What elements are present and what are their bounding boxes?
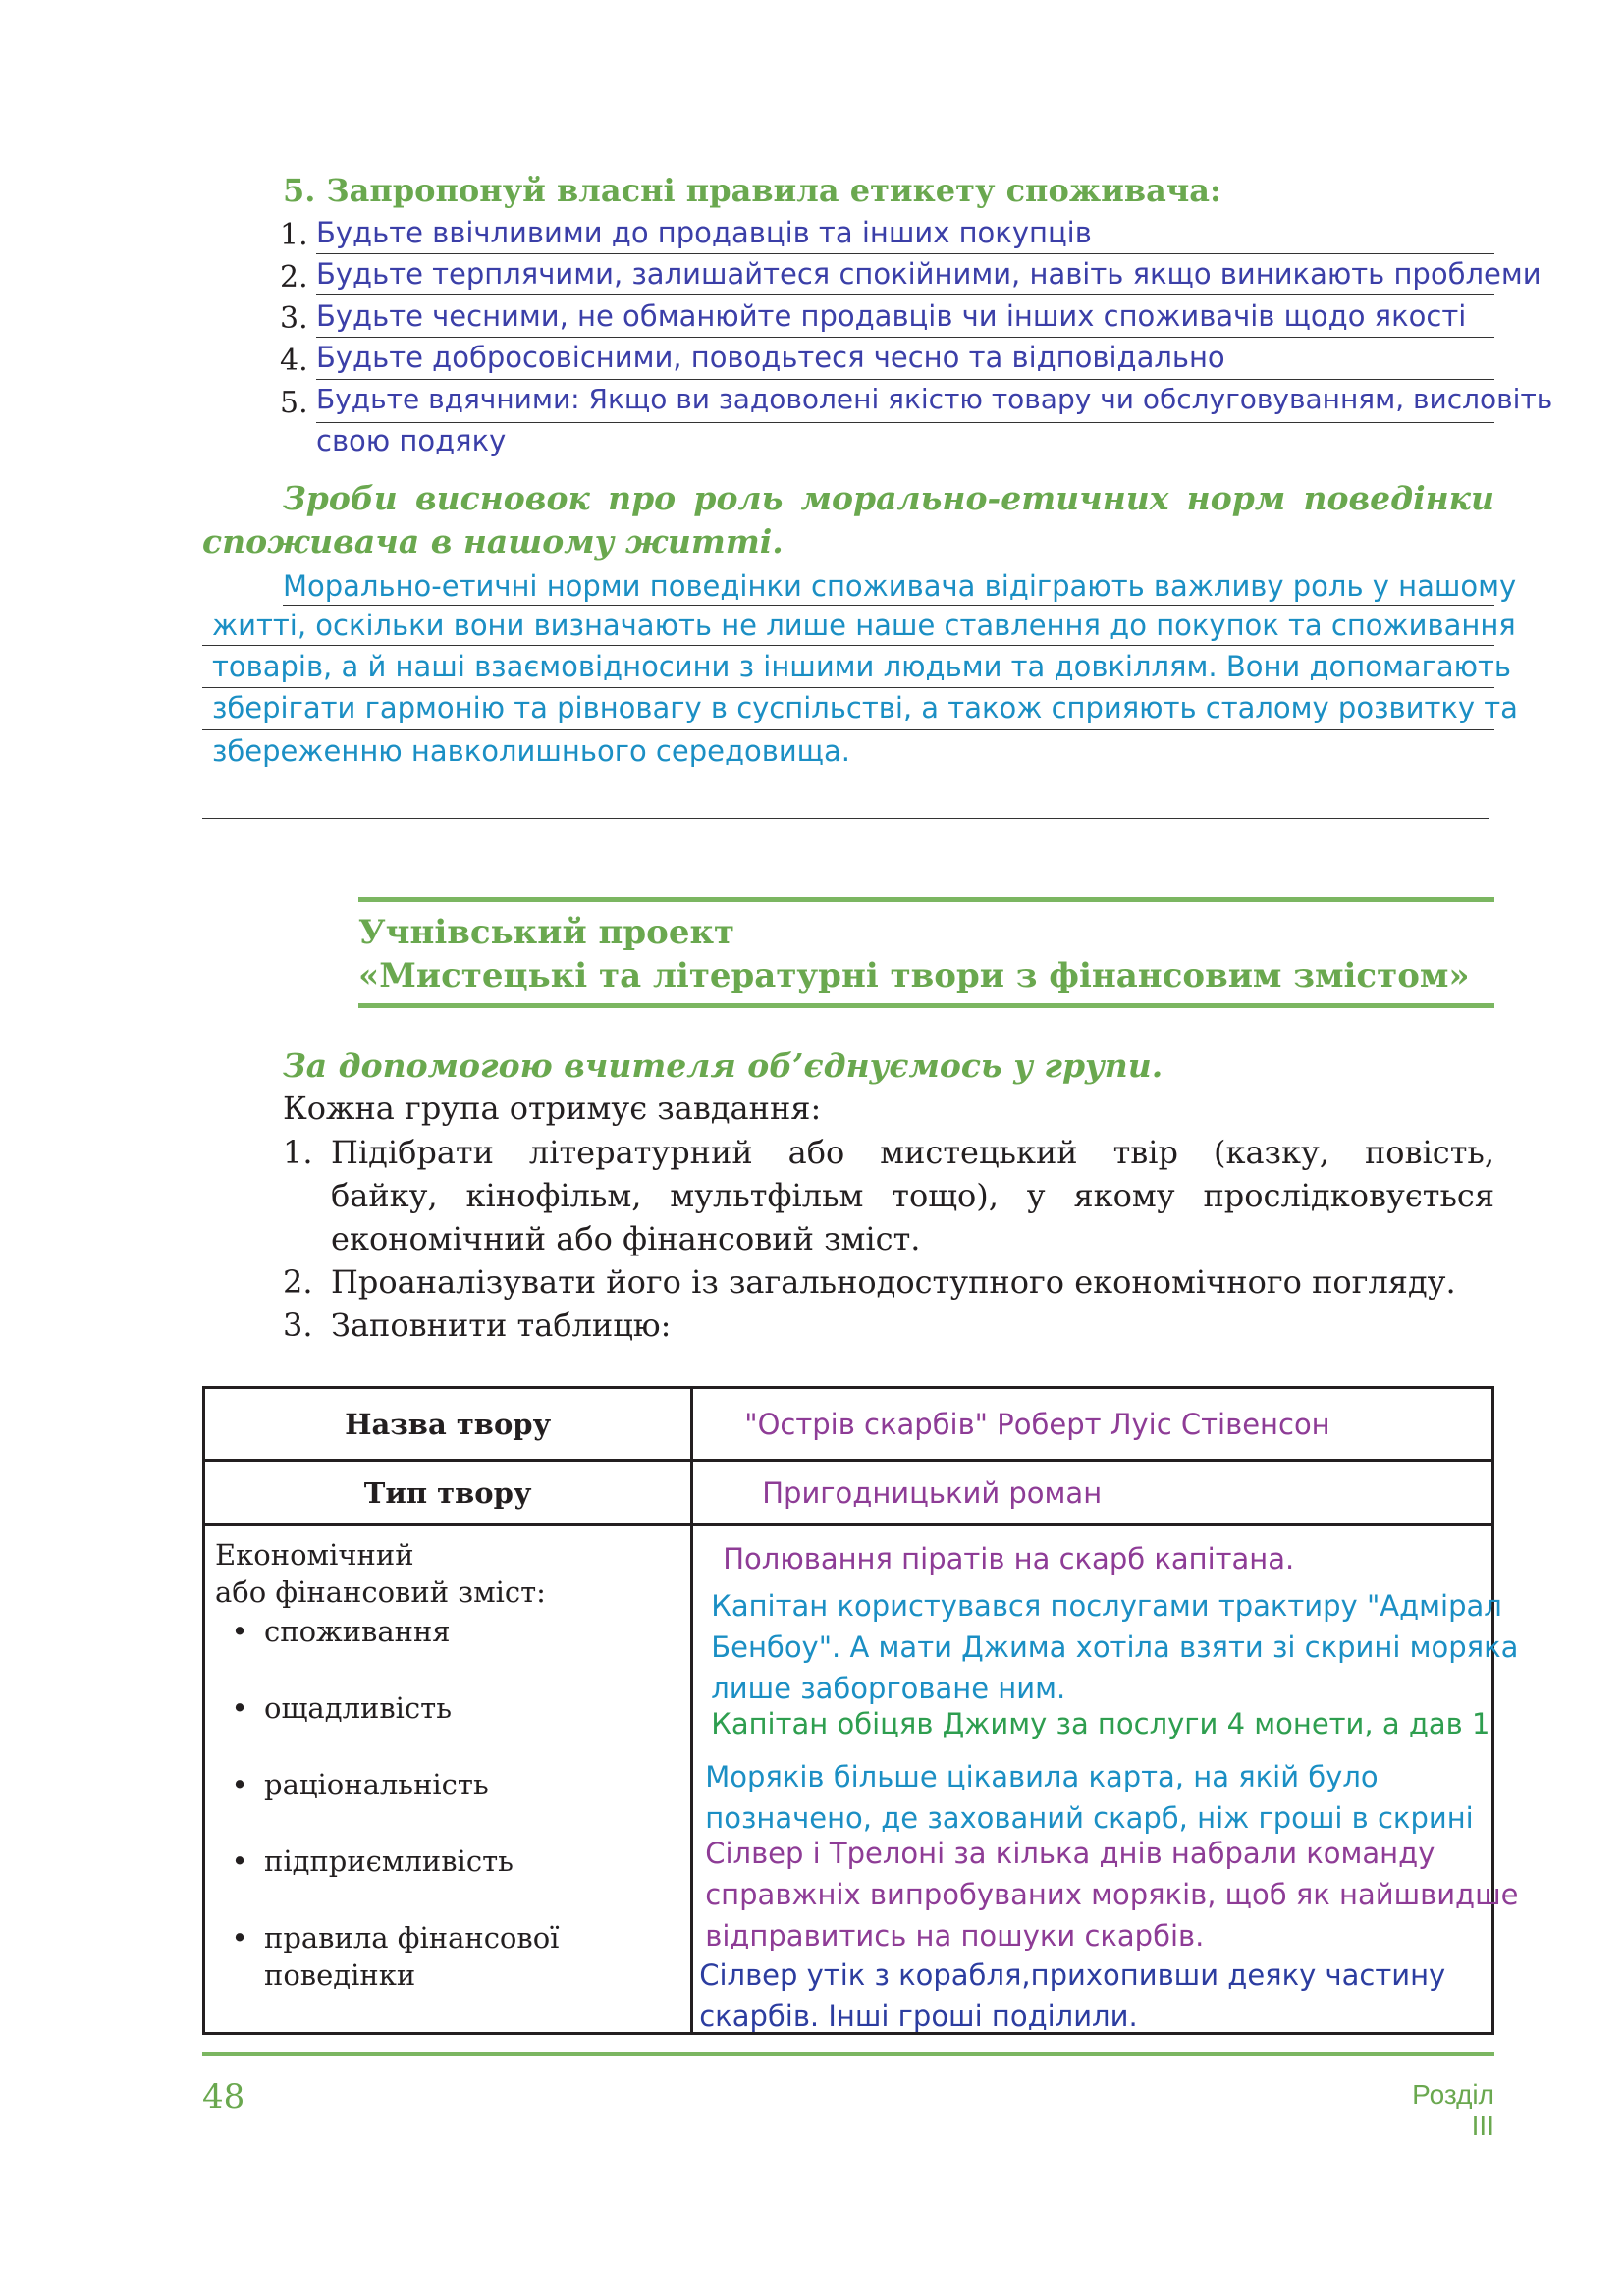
- list-number: 3.: [280, 301, 308, 336]
- bullet-symbol: •: [231, 1768, 248, 1801]
- answer-line: [316, 294, 1494, 295]
- answer-line: [202, 818, 1489, 819]
- cell-text: Назва твору: [345, 1407, 552, 1441]
- section5-heading: 5. Запропонуй власні правила етикету споживача:: [283, 172, 1221, 209]
- project-title-line2: «Мистецькі та літературні твори з фінансовим змістом»: [358, 956, 1470, 995]
- list-item-text: Будьте ввічливими до продавців та інших покупців: [316, 216, 1092, 249]
- task-text: Підібрати літературний або мистецький твір (казку, повість,: [331, 1134, 1494, 1171]
- table-label-title: [204, 1388, 692, 1461]
- bullet-item: [215, 1689, 680, 1727]
- handwritten-answer: "Острів скарбів" Роберт Луіс Стівенсон: [744, 1407, 1330, 1441]
- answer-line: [202, 687, 1494, 688]
- answer-line: [202, 645, 1494, 646]
- bullet-item: [215, 1613, 680, 1650]
- project-table: [202, 1386, 1519, 2035]
- bullet-symbol: •: [231, 1844, 248, 1878]
- bullet-label-line1: правила фінансової: [264, 1921, 560, 1954]
- content-label: Економічний: [215, 1538, 414, 1572]
- list-item-text: Будьте вдячними: Якщо ви задоволені якістю товару чи обслуговуванням, висловіть: [316, 383, 1553, 415]
- handwritten-answer: Сілвер і Трелоні за кілька днів набрали команду: [705, 1837, 1435, 1870]
- conclusion-line: Морально-етичні норми поведінки споживача відіграють важливу роль у нашому: [283, 569, 1517, 603]
- task-number: 2.: [283, 1263, 313, 1301]
- table-label-type: [204, 1461, 692, 1525]
- table-value-content: [692, 1525, 1519, 2034]
- answer-line: [316, 253, 1494, 254]
- handwritten-answer: Пригодницький роман: [762, 1475, 1103, 1510]
- list-number: 2.: [280, 260, 308, 294]
- conclusion-line: збереженню навколишнього середовища.: [212, 734, 850, 768]
- list-item-text: Будьте добросовісними, поводьтеся чесно та відповідально: [316, 341, 1225, 374]
- list-number: 4.: [280, 344, 308, 378]
- table-label-content: [204, 1525, 692, 2034]
- groups-instruction: За допомогою вчителя об’єднуємось у групи.: [283, 1046, 1164, 1085]
- list-item-text: Будьте терплячими, залишайтеся спокійними, навіть якщо виникають проблеми: [316, 257, 1542, 291]
- table-value-type: [692, 1461, 1493, 1525]
- handwritten-answer: Капітан обіцяв Джиму за послуги 4 монети, а дав 1: [711, 1707, 1490, 1740]
- table-value-title: [692, 1388, 1493, 1461]
- task-number: 1.: [283, 1134, 313, 1171]
- task-intro: Кожна група отримує завдання:: [283, 1090, 822, 1127]
- list-number: 5.: [280, 386, 308, 420]
- handwritten-answer: справжніх випробуваних моряків, щоб як найшвидше: [705, 1878, 1519, 1911]
- task-text: Заповнити таблицю:: [331, 1307, 672, 1344]
- page-number: 48: [202, 2077, 245, 2116]
- list-item-text: Будьте чесними, не обманюйте продавців чи інших споживачів щодо якості: [316, 299, 1467, 333]
- handwritten-answer: Сілвер утік з корабля,прихопивши деяку частину: [699, 1958, 1446, 1992]
- handwritten-answer: скарбів. Інші гроші поділили.: [699, 2000, 1138, 2033]
- handwritten-answer: Моряків більше цікавила карта, на якій було: [705, 1760, 1379, 1793]
- handwritten-answer: відправитись на пошуки скарбів.: [705, 1919, 1205, 1952]
- bullet-label: ощадливість: [264, 1691, 452, 1725]
- handwritten-answer: Бенбоу". А мати Джима хотіла взяти зі скрині моряка: [711, 1630, 1519, 1664]
- handwritten-answer: позначено, де захований скарб, ніж гроші в скрині: [705, 1801, 1474, 1835]
- project-top-rule: [358, 897, 1494, 902]
- conclusion-line: зберігати гармонію та рівновагу в суспільстві, а також сприяють сталому розвитку та: [212, 691, 1518, 724]
- answer-line: [202, 729, 1494, 730]
- content-label: або фінансовий зміст:: [215, 1575, 546, 1609]
- conclusion-prompt-line1: Зроби висновок про роль морально-етичних норм поведінки: [283, 479, 1494, 517]
- conclusion-line: житті, оскільки вони визначають не лише наше ставлення до покупок та споживання: [212, 609, 1516, 642]
- list-number: 1.: [280, 218, 308, 252]
- footer-rule: [202, 2052, 1494, 2056]
- cell-text: Тип твору: [363, 1475, 532, 1510]
- conclusion-prompt-line2: споживача в нашому житті.: [202, 522, 784, 561]
- bullet-item: [215, 1766, 680, 1803]
- bullet-label-line2: поведінки: [264, 1958, 416, 1992]
- project-title-line1: Учнівський проект: [358, 913, 735, 952]
- bullet-label: [264, 1919, 559, 1994]
- task-text: байку, кінофільм, мультфільм тощо), у якому прослідковується: [331, 1177, 1494, 1214]
- bullet-label: раціональність: [264, 1768, 489, 1801]
- answer-line: [316, 337, 1494, 338]
- list-item-text-continued: свою подяку: [316, 424, 507, 457]
- task-text: Проаналізувати його із загальнодоступного економічного погляду.: [331, 1263, 1456, 1301]
- answer-line: [283, 605, 1494, 606]
- bullet-item: [215, 1842, 680, 1880]
- project-bottom-rule: [358, 1003, 1494, 1008]
- bullet-symbol: •: [231, 1691, 248, 1725]
- handwritten-answer: Полювання піратів на скарб капітана.: [723, 1542, 1295, 1575]
- bullet-item: [215, 1919, 680, 1994]
- handwritten-answer: лише заборговане ним.: [711, 1672, 1066, 1705]
- bullet-label: підприємливість: [264, 1844, 514, 1878]
- handwritten-answer: Капітан користувався послугами трактиру "Адмірал: [711, 1589, 1502, 1623]
- bullet-symbol: •: [231, 1921, 248, 1954]
- bullet-label: споживання: [264, 1615, 451, 1648]
- bullet-symbol: •: [231, 1615, 248, 1648]
- task-number: 3.: [283, 1307, 313, 1344]
- section-label: Розділ III: [1412, 2079, 1494, 2141]
- task-text: економічний або фінансовий зміст.: [331, 1220, 921, 1257]
- answer-line: [316, 379, 1494, 380]
- answer-line: [316, 422, 1494, 423]
- conclusion-line: товарів, а й наші взаємовідносини з іншими людьми та довкіллям. Вони допомагають: [212, 650, 1512, 683]
